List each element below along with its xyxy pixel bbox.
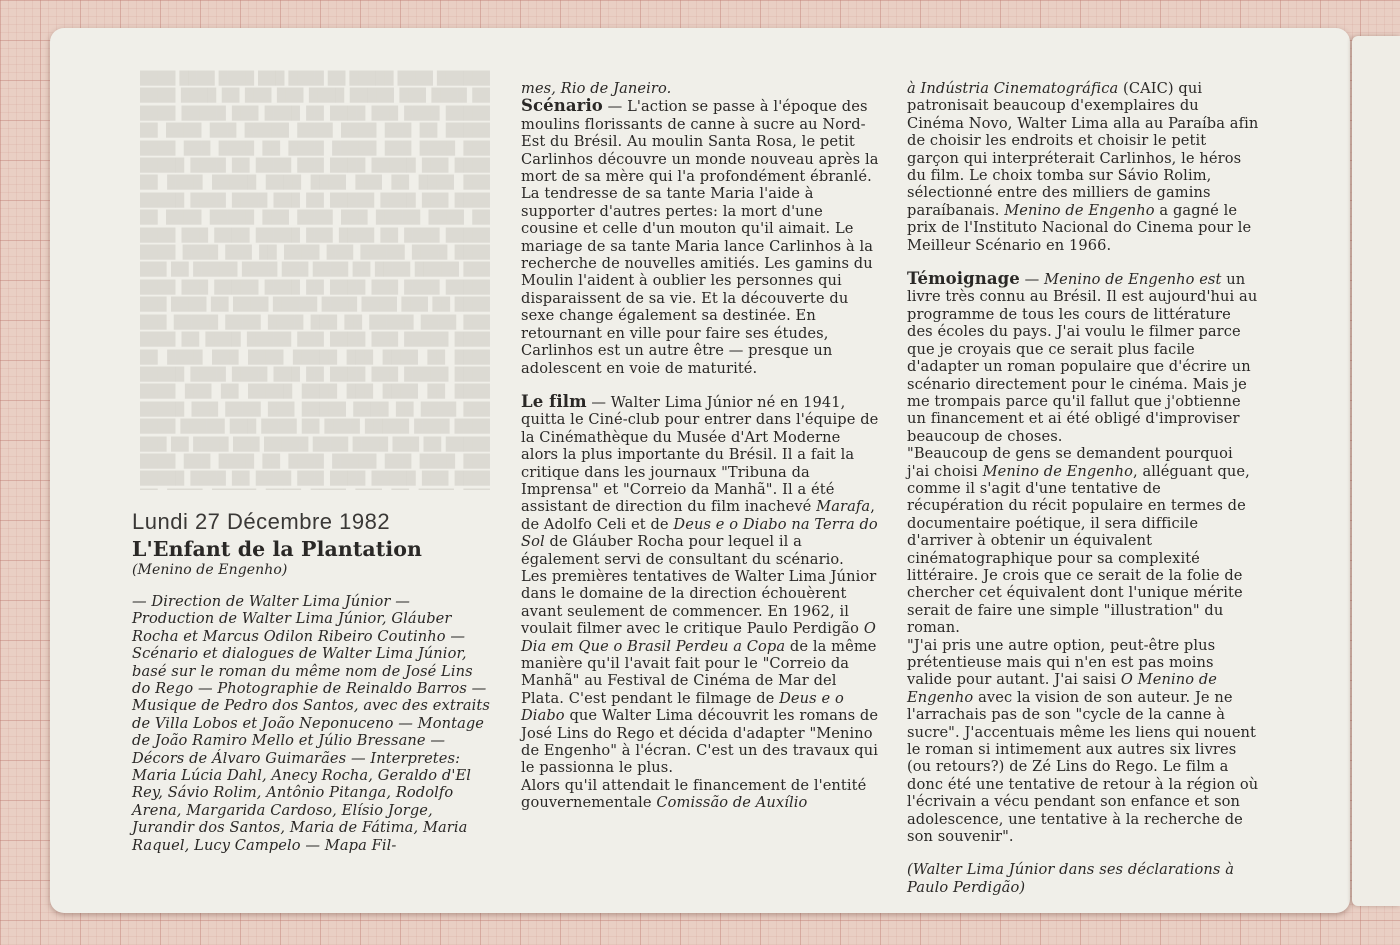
film-title-ref: O Dia em Que o Brasil Perdeu a Copa xyxy=(521,620,876,655)
film-title-ref: Marafa xyxy=(816,498,871,516)
next-sheet-edge xyxy=(1352,36,1400,906)
scenario-text: — L'action se passe à l'époque des moulins florissants de canne à sucre au Nord-Est du Brésil. Au moulin Santa Rosa, le petit Carlinhos découvre un monde nouveau après la mort de sa mère qui l'a profondément ébranlé. La tendresse de sa tante Maria l'aide à supporter d'autres pertes: la mort d'une cousine et celle d'un mouton qu'il aimait. Le mariage de sa tante Maria lance Carlinhos à la recherche de nouvelles amitiés. Les gamins du Moulin l'aident à oublier les personnes qui disparaissent de sa vie. Et la découverte du sexe change également sa destinée. En retournant en ville pour faire ses études, Carlinhos est un autre être — presque un adolescent en voie de maturité. xyxy=(521,98,879,377)
testimony-p2 xyxy=(907,445,1259,636)
testimony-heading: Témoignage xyxy=(907,269,1020,289)
column-2 xyxy=(521,80,881,812)
column-3 xyxy=(907,80,1259,896)
credits-continuation: mes, Rio de Janeiro. xyxy=(521,80,672,97)
film-section-p2 xyxy=(521,568,881,777)
film-text: (CAIC) qui patronisait beaucoup d'exemplaires du Cinéma Novo, Walter Lima alla au Paraíba afin de choisir les endroits et choisir le petit garçon qui interpréterait Carlinhos, le héros du film. Le choix tomba sur Sávio Rolim, sélectionné entre des milliers de gamins paraíbanais. xyxy=(907,80,1259,219)
film-section-p1 xyxy=(521,393,881,568)
film-title-ref: Menino de Engenho est xyxy=(1044,271,1222,289)
film-text: Les premières tentatives de Walter Lima Júnior dans le domaine de la direction échouèrent avant seulement de commencer. En 1962, il voulait filmer avec le critique Paulo Perdigão xyxy=(521,567,877,638)
film-section-p3 xyxy=(521,777,881,812)
film-title-ref: Menino de Engenho xyxy=(1004,201,1155,219)
testimony-text: avec la vision de son auteur. Je ne l'arrachais pas de son "cycle de la canne à sucre". J'accentuais même les liens qui nouent le roman si intimement aux autres six livres (ou retours?) de Zé Lins do Rego. Le film a donc été une tentative de retour à la région où l'écrivain a vécu pendant son enfance et son adolescence, une tentative à la recherche de son souvenir". xyxy=(907,688,1259,846)
testimony-dash: — xyxy=(1019,271,1045,289)
testimony-text: "J'ai pris une autre option, peut-être plus prétentieuse mais qui n'en est pas moins valide pour autant. J'ai saisi xyxy=(907,636,1216,689)
film-text: de Gláuber Rocha pour lequel il a également servi de consultant du scénario. xyxy=(521,533,844,568)
film-heading: Le film xyxy=(521,391,587,411)
film-text: Alors qu'il attendait le financement de l'entité gouvernementale xyxy=(521,776,867,812)
film-text: , de Adolfo Celi et de xyxy=(521,498,875,533)
film-text: que Walter Lima découvrit les romans de José Lins do Rego et décida d'adapter "Menino de Engenho" à l'écran. C'est un des travaux qui le passionna le plus. xyxy=(521,707,879,777)
scenario-section xyxy=(521,97,881,377)
film-text: — Walter Lima Júnior né en 1941, quitta le Ciné-club pour entrer dans l'équipe de la Cinémathèque du Musée d'Art Moderne alors la plus importante du Brésil. Il a fait la critique dans les journaux "Tribuna da Imprensa" et "Correio da Manhã". Il a été assistant de direction du film inachevé xyxy=(521,393,879,516)
testimony-p1 xyxy=(907,270,1259,445)
film-title-ref: Deus e o Diabo xyxy=(521,689,844,725)
scenario-heading: Scénario xyxy=(521,96,603,116)
film-text: de la même manière qu'il l'avait fait pour le "Correio da Manhã" au Festival de Cinéma de Mar del Plata. C'est pendant le filmage de xyxy=(521,637,877,707)
film-title-ref: Deus e o Diabo na Terra do Sol xyxy=(521,515,878,551)
film-title: L'Enfant de la Plantation xyxy=(132,537,423,561)
film-title-ref: O Menino de Engenho xyxy=(907,671,1218,706)
film-section-p4 xyxy=(907,80,1259,254)
show-through-text: ████ ████ ████ ███ ████ ██ █████ ████ ██████ ████ ████ ██ ███ ███ ████ █████ ███ ████ ██ ████ █████ ███ ████ ██ ████ ███ ████ █████ ██ ████ ███ █████ ████ ████ ███ ██ █████ ████ ███ ████ ██ ████ █████ ███ ████ ███ █████ ████ ██ ████ ███ ████ █████ ███ ████ ██ ████ █████ ████ ████ ███ ██ ████ ███ █████ ████ ████ ███ ██ █████ ████ ███ ████ ██ ████ █████ ███ ████ ███ █████ ████ ██ ████ ███ ████ █████ ███ ████ ██ ████ █████ ████ ████ ███ ██ ████ ███ █████ ████ ████ ███ ██ █████ ████ ███ ████ ██ ████ █████ ███ ████ ███ █████ ████ ██ ████ ███ ████ █████ ███ ████ ██ ████ █████ ████ ████ ███ ██ ████ ███ █████ ████ ████ ███ ██ █████ ████ ███ ████ ██ ████ █████ ███ ████ ███ █████ ████ ██ ████ ███ ████ █████ ███ ████ ██ ████ █████ ████ ████ ███ ██ ████ ███ █████ ████ ████ ███ ██ █████ ████ ███ ████ ██ ████ █████ ███ ████ ███ █████ ████ ██ ████ ███ ████ █████ ███ ████ ██ ████ █████ ████ ████ ███ ██ ████ ███ █████ ████ ████ ███ ██ █████ ████ ███ ████ ██ ████ █████ ███ ████ ███ █████ ████ ██ ████ ███ ████ █████ ███ ████ xyxy=(140,71,490,486)
testimony-text: un livre très connu au Brésil. Il est aujourd'hui au programme de tous les cours de littérature des écoles du pays. J'ai voulu le filmer parce que je croyais que ce serait plus facile d'adapter un roman populaire que d'écrire un scénario directement pour le cinéma. Mais je me trompais parce qu'il fallut que j'obtienne un financement et ai été obligé d'improviser beaucoup de choses. xyxy=(907,271,1258,445)
film-credits: — Direction de Walter Lima Júnior — Production de Walter Lima Júnior, Gláuber Rocha et Marcus Odilon Ribeiro Coutinho — Scénario et dialogues de Walter Lima Júnior, basé sur le roman du même nom de José Lins do Rego — Photographie de Reinaldo Barros — Musique de Pedro dos Santos, avec des extraits de Villa Lobos et João Neponuceno — Montage de João Ramiro Mello et Júlio Bressane — Décors de Álvaro Guimarães — Interpretes: Maria Lúcia Dahl, Anecy Rocha, Geraldo d'El Rey, Sávio Rolim, Antônio Pitanga, Rodolfo Arena, Margarida Cardoso, Elísio Jorge, Jurandir dos Santos, Maria de Fátima, Maria Raquel, Lucy Campelo — Mapa Fil- xyxy=(132,593,490,854)
organization-name: à Indústria Cinematográfica xyxy=(907,80,1119,97)
organization-name: Comissão de Auxílio xyxy=(656,794,808,812)
testimony-text: "Beaucoup de gens se demandent pourquoi j'ai choisi xyxy=(907,445,1233,480)
column-1 xyxy=(132,508,494,854)
testimony-p3 xyxy=(907,637,1259,846)
program-date: Lundi 27 Décembre 1982 xyxy=(132,509,391,534)
film-title-ref: Menino de Engenho xyxy=(982,462,1133,480)
film-original-title: (Menino de Engenho) xyxy=(132,562,288,578)
testimony-signature: (Walter Lima Júnior dans ses déclarations à Paulo Perdigão) xyxy=(907,861,1235,896)
film-text: a gagné le prix de l'Instituto Nacional do Cinema pour le Meilleur Scénario en 1966. xyxy=(907,201,1252,254)
testimony-text: , alléguant que, comme il s'agit d'une tentative de récupération du récit populaire en termes de documentaire poétique, il sera difficile d'arriver à obtenir un équivalent cinématographique pour sa complexité littéraire. Je crois que ce serait de la folie de chercher cet équivalent dont l'unique mérite serait de faire une simple "illustration" du roman. xyxy=(907,462,1250,637)
